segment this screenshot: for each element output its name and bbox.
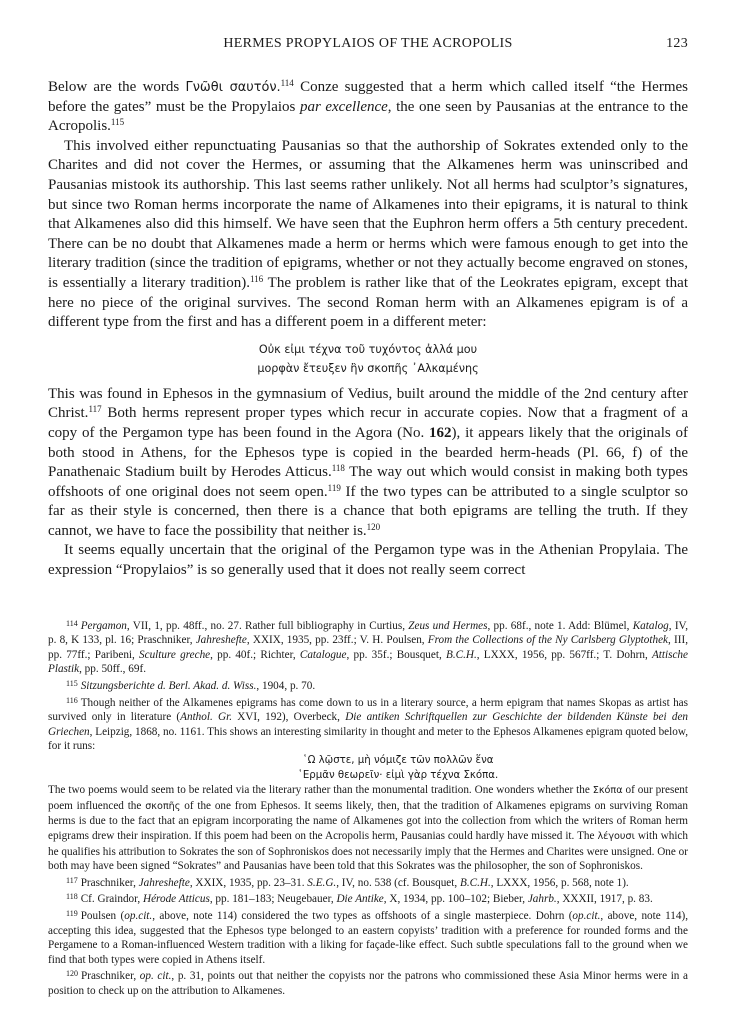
footnote-118: $^{118}$ Cf. Graindor, Hérode Atticus, pp. 181–183; Neugebauer, Die Antike, X, 1934, pp. 100–102; Bieber, Jahrb., XXXII, 1917, p. 83. bbox=[66, 892, 653, 906]
footnote-ref-118[interactable]: 118 bbox=[331, 463, 345, 474]
footnote-119: $^{119}$ Poulsen (op.cit., above, note 114) considered the two types as offshoots of a single masterpiece. Dohrn (op.cit., above, note 114), accepting this idea, suggested that the Ephesos type belonged to an eastern copyists’ tradition with a preference for rounded forms and the Pergamene to a Roman-influenced Western tradition with a liking for façade-like effect. Such subtle speculations fall to the ground when we find that both types were copied in Athens itself. bbox=[48, 908, 688, 966]
footnote-ref-115[interactable]: 115 bbox=[110, 117, 125, 128]
footnote-114: $^{114}$ Pergamon, VII, 1, pp. 48ff., no. 27. Rather full bibliography in Curtius, Zeus und Hermes, pp. 68f., note 1. Add: Blümel, Katalog, IV, p. 8, K 133, pl. 16; Praschniker, Jahreshefte, XXIX, 1935, pp. 23ff.; V. H. Poulsen, From the Collections of the Ny Carlsberg Glyptothek, III, pp. 77ff.; Paribeni, Sculture greche, pp. 40f.; Richter, Catalogue, pp. 35f.; Bousquet, B.C.H., LXXX, 1956, pp. 567ff.; T. Dohrn, Attische Plastik, pp. 50ff., 69f. bbox=[48, 618, 688, 676]
paragraph-1: Below are the words Γνῶθι σαυτόν.$^{114}$ Conze suggested that a herm which called itself “the Hermes before the gates” must be the Propylaios par excellence, the one seen by Pausanias at the entrance to the Acropolis.$^{115}$ bbox=[48, 78, 688, 135]
body-text bbox=[48, 78, 688, 581]
footnote-117: $^{117}$ Praschniker, Jahreshefte, XXIX, 1935, pp. 23–31. S.E.G., IV, no. 538 (cf. Bousquet, B.C.H., LXXX, 1956, p. 568, note 1). bbox=[66, 875, 629, 889]
verse-line-2: μορφὰν ἔτευξεν ἢν σκοπῆς ᾿Αλκαμένης bbox=[257, 361, 479, 375]
fn-verse-line-1: ῾Ω λῷστε, μὴ νόμιζε τῶν πολλῶν ἕνα bbox=[302, 755, 494, 766]
footnote-115: $^{115}$ Sitzungsberichte d. Berl. Akad. d. Wiss., 1904, p. 70. bbox=[66, 679, 316, 693]
footnotes bbox=[48, 617, 688, 999]
page-header bbox=[48, 36, 688, 56]
greek-phrase: Γνῶθι σαυτόν. bbox=[185, 80, 281, 95]
footnote-116-continued: The two poems would seem to be related via the literary rather than the monumental tradition. One wonders whether the Σκόπα of our present poem influenced the σκοπῆς of the one from Ephesos. It seems likely, then, that the tradition of Alkamenes epigrams on surviving Roman herms is due to the fact that an epigram incorporating the name of Alkamenes got into the collection from which the writers of Roman herm epigrams drew their inspiration. If this poem had been on the Acropolis herm, Pausanias could hardly have missed it. The λέγουσι with which he qualifies his attribution to Sokrates the son of Sophroniskos does not necessarily imply that the Hermes and Charites were unsigned. One or both may have been signed “Sokrates” and Pausanias have been told that this Sokrates was the philosopher, the son of Sophroniskos. bbox=[48, 784, 688, 873]
footnote-116-epigram bbox=[48, 754, 688, 783]
verse-line-1: Οὐκ εἰμι τέχνα τοῦ τυχόντος ἀλλά μου bbox=[258, 342, 478, 356]
footnote-ref-120[interactable]: 120 bbox=[366, 521, 381, 532]
footnote-ref-117[interactable]: 117 bbox=[88, 404, 102, 415]
footnote-ref-114[interactable]: 114 bbox=[280, 78, 294, 88]
footnote-116: $^{116}$ Though neither of the Alkamenes epigrams has come down to us in a literary source, a herm epigram that names Skopas as artist has survived only in literature (Anthol. Gr. XVI, 192), Overbeck, Die antiken Schriftquellen zur Geschichte der bildenden Künste bei den Griechen, Leipzig, 1868, no. 1161. This shows an interesting similarity in thought and meter to the Ephesos Alkamenes epigram quoted below, for it runs: bbox=[48, 695, 689, 753]
footnote-120: $^{120}$ Praschniker, op. cit., p. 31, points out that neither the copyists nor the patrons who commissioned these Asia Minor herms were in a position to check up on the attribution to Alkamenes. bbox=[48, 969, 688, 997]
footnote-ref-119[interactable]: 119 bbox=[327, 482, 341, 493]
catalogue-number: 162 bbox=[429, 424, 452, 441]
paragraph-3: This was found in Ephesos in the gymnasium of Vedius, built around the middle of the 2nd century after Christ.$^{117}$ Both herms represent proper types which recur in accurate copies. Now that a fragment of a copy of the Pergamon type has been found in the Agora (No. 162), it appears likely that the originals of both stood in Athens, for the Ephesos type is copied in the bearded herm-heads (Pl. 66, f) of the Panathenaic Stadium built by Herodes Atticus.$^{118}$ The way out which would consist in making both types offshoots of one original does not seem open.$^{119}$ If the two types can be attributed to a single sculptor so far as their style is concerned, then there is a chance that both epigrams are telling the truth. If they cannot, we have to face the possibility that neither is.$^{120}$ bbox=[48, 385, 689, 539]
greek-epigram bbox=[48, 340, 688, 378]
paragraph-4: It seems equally uncertain that the original of the Pergamon type was in the Athenian Propylaia. The expression “Propylaios” is so generally used that it does not really seem correct bbox=[48, 542, 688, 579]
paragraph-2: This involved either repunctuating Pausanias so that the authorship of Sokrates extended only to the Charites and did not cover the Hermes, or assuming that the Alkamenes herm was uninscribed and Pausanias mistook its authorship. This last seems rather unlikely. Not all herms had sculptor’s signatures, but since two Roman herms incorporate the name of Alkamenes into their epigrams, it is natural to think that Alkamenes also did this himself. We have seen that the Euphron herm offers a 5th century precedent. There can be no doubt that Alkamenes made a herm or herms which were famous enough to get into the literary tradition (since the tradition of epigrams, whether or not they actually become engraved on stones, is essentially a literary tradition).$^{116}$ The problem is rather like that of the Leokrates epigram, except that here no piece of the original survives. The second Roman herm with an Alkamenes epigram is of a different type from the first and has a different poem in a different meter: bbox=[48, 137, 688, 331]
fn-verse-line-2: ῾Ερμᾶν θεωρεῖν· εἰμὶ γὰρ τέχνα Σκόπα. bbox=[297, 769, 499, 781]
footnote-ref-116[interactable]: 116 bbox=[249, 273, 264, 284]
running-head: HERMES PROPYLAIOS OF THE ACROPOLIS bbox=[223, 36, 513, 51]
page-number: 123 bbox=[666, 36, 688, 51]
page bbox=[48, 36, 688, 999]
